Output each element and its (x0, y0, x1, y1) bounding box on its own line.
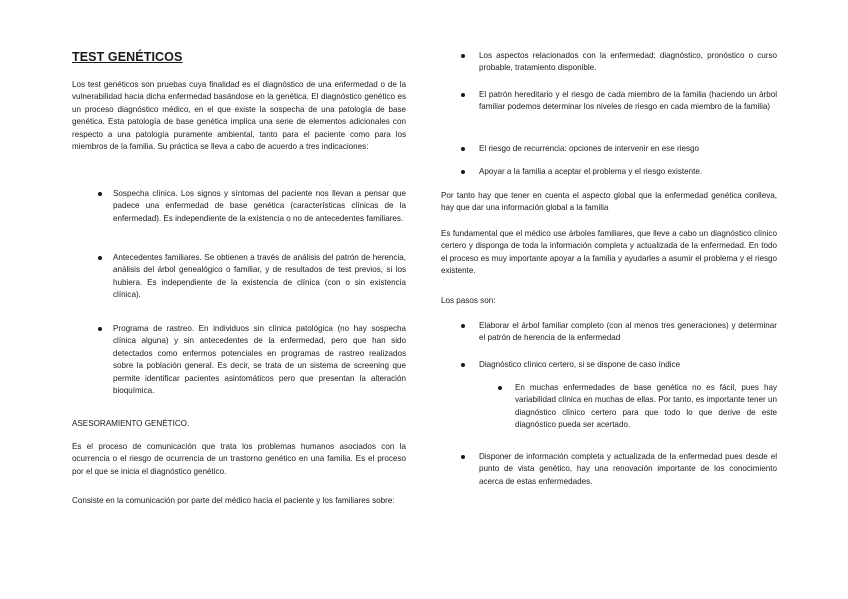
paragraph: Por tanto hay que tener en cuenta el aspecto global que la enfermedad genética conlleva, hay que dar una información global a la familia (441, 191, 777, 213)
list-item (479, 143, 777, 155)
bullet-icon (461, 93, 465, 97)
list-item-text: El riesgo de recurrencia: opciones de intervenir en ese riesgo (479, 144, 700, 153)
list-item (479, 166, 777, 178)
steps-label: Los pasos son: (441, 296, 496, 305)
list-item (113, 188, 406, 225)
bullet-icon (98, 327, 102, 331)
paragraph: Consiste en la comunicación por parte del médico hacia el paciente y los familiares sobre: (72, 496, 395, 505)
list-item-text: Sospecha clínica. Los signos y síntomas del paciente nos llevan a pensar que padece una enfermedad de base genética (características clínicas de la enfermedad). Es independiente de la existencia o no de antecedentes familiares. (113, 189, 406, 223)
bullet-icon (98, 192, 102, 196)
list-item (113, 323, 406, 397)
bullet-icon (461, 170, 465, 174)
bullet-icon (461, 363, 465, 367)
list-item (479, 50, 777, 75)
sub-list-item-text: En muchas enfermedades de base genética no es fácil, pues hay variabilidad clínica en muchas de ellas. Por tanto, es importante tener un diagnóstico clínico certero para que todo lo que derive de este diagnóstico pueda ser acertado. (515, 383, 777, 430)
bullet-icon (461, 54, 465, 58)
sub-list-item (515, 382, 777, 432)
bullet-icon (461, 455, 465, 459)
list-item (479, 359, 777, 371)
intro-paragraph: Los test genéticos son pruebas cuya finalidad es el diagnóstico de una enfermedad o de la vulnerabilidad hacia dicha enfermedad basándose en la genética. El diagnóstico genético es un proceso diagnóstico médico, en el que existe la sospecha de una patología de base genética. Esta patología de base genética implica una serie de elementos adicionales con respecto a una patología puramente ambiental, tanto para el paciente como para los miembros de la familia. Su práctica se lleva a cabo de acuerdo a tres indicaciones: (72, 80, 406, 152)
list-item-text: Los aspectos relacionados con la enfermedad: diagnóstico, pronóstico o curso probable, tratamiento disponible. (479, 51, 777, 73)
list-item (479, 89, 777, 114)
list-item-text: Apoyar a la familia a aceptar el problema y el riesgo existente. (479, 167, 703, 176)
list-item (479, 320, 777, 345)
page-title: TEST GENÉTICOS (72, 50, 183, 64)
paragraph: Es fundamental que el médico use árboles familiares, que lleve a cabo un diagnóstico clínico certero y disponga de toda la información completa y actualizada de la enfermedad. En todo el proceso es muy importante apoyar a la familia y ayudarles a asumir el problema y el riesgo existente. (441, 229, 777, 276)
list-item (113, 252, 406, 302)
list-item-text: Elaborar el árbol familiar completo (con al menos tres generaciones) y determinar el patrón de herencia de la enfermedad (479, 321, 777, 343)
list-item-text: Antecedentes familiares. Se obtienen a través de análisis del patrón de herencia, análisis del árbol genealógico o familiar, y de resultados de test previos, si los hubiera. Es independiente de la existencia de clínica (con o sin existencia clínica). (113, 253, 406, 300)
list-item (479, 451, 777, 488)
bullet-icon (498, 386, 502, 390)
list-item-text: Diagnóstico clínico certero, si se dispone de caso índice (479, 360, 681, 369)
list-item-text: Disponer de información completa y actualizada de la enfermedad pues desde el punto de vista genético, hay una renovación importante de los conocimiento acerca de estas enfermedades. (479, 452, 777, 486)
bullet-icon (98, 256, 102, 260)
list-item-text: Programa de rastreo. En individuos sin clínica patológica (no hay sospecha clínica alguna) y sin antecedentes de la enfermedad, pero que han sido detectados como enfermos potenciales en programas de rastreo realizados sobre la población general. Es decir, se trata de un sistema de screening que permite identificar pacientes asintomáticos pero que presentan la alteración bioquímica. (113, 324, 406, 396)
paragraph: Es el proceso de comunicación que trata los problemas humanos asociados con la ocurrencia o el riesgo de ocurrencia de un trastorno genético en una familia. Es el proceso por el que se inicia el diagnóstico genético. (72, 442, 406, 476)
list-item-text: El patrón hereditario y el riesgo de cada miembro de la familia (haciendo un árbol familiar podemos determinar los niveles de riesgo en cada miembro de la familia) (479, 90, 777, 112)
section-heading: ASESORAMIENTO GENÉTICO. (72, 419, 190, 428)
bullet-icon (461, 324, 465, 328)
bullet-icon (461, 147, 465, 151)
